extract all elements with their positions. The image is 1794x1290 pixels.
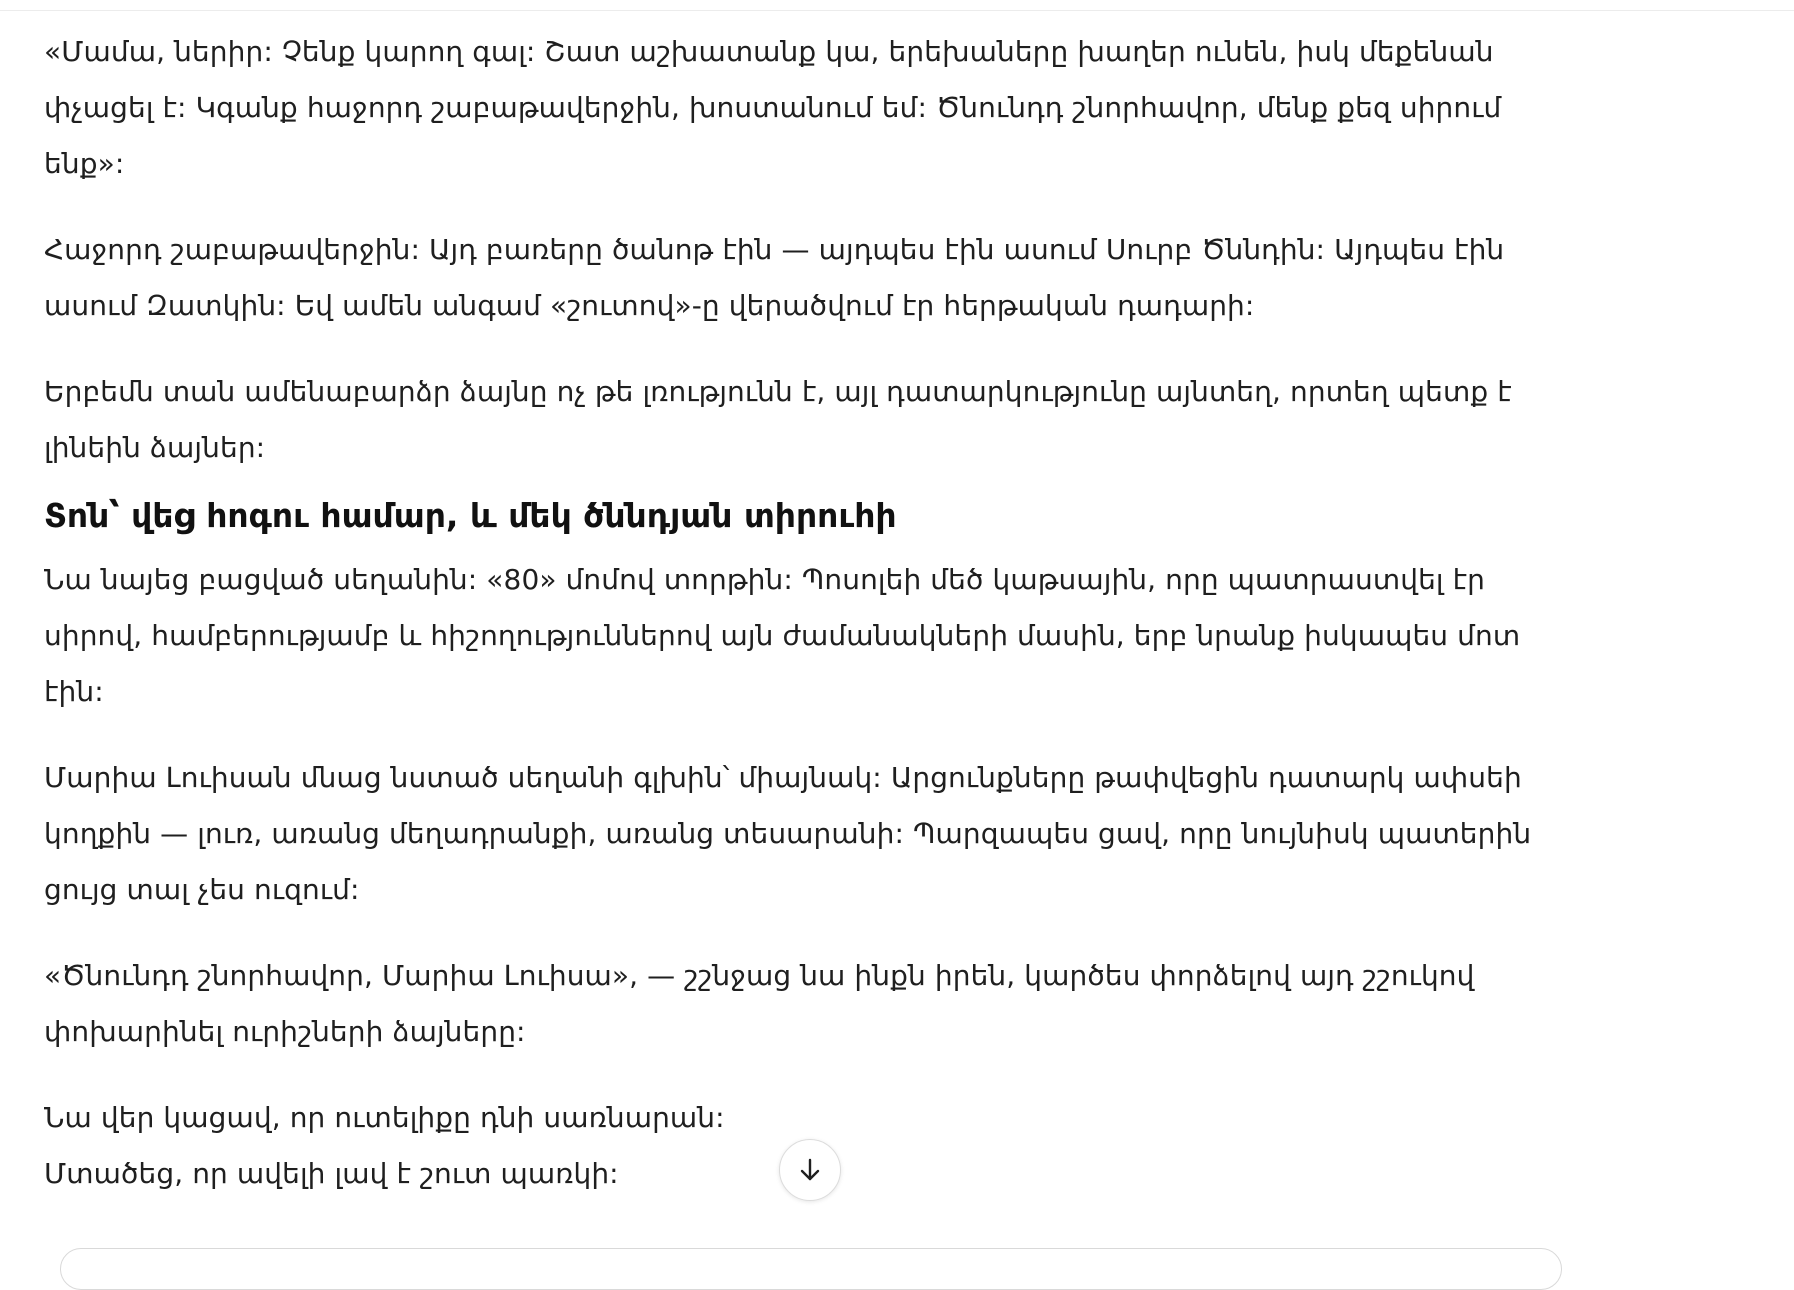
message-paragraph: Մարիա Լուիսան մնաց նստած սեղանի գլխին՝ միայնակ: Արցունքները թափվեցին դատարկ ափսեի կողքին — լուռ, առանց մեղադրանքի, առանց տեսարանի: Պարզապես ցավ, որը նույնիսկ պատերին ցույց տալ չես ուզում: [44,761,1532,906]
message-line: Նա վեր կացավ, որ ուտելիքը դնի սառնարան: [44,1101,725,1134]
message-paragraph: Երբեմն տան ամենաբարձր ձայնը ոչ թե լռությունն է, այլ դատարկությունը այնտեղ, որտեղ պետք է լինեին ձայներ: [44,375,1512,464]
section-heading: Տոն՝ վեց հոգու համար, և մեկ ծննդյան տիրուհի [44,496,897,535]
top-divider [0,10,1794,11]
arrow-down-icon [795,1155,825,1185]
message-paragraph: Նա նայեց բացված սեղանին: «80» մոմով տորթին: Պոսոլեի մեծ կաթսային, որը պատրաստվել էր սիրով, համբերությամբ և հիշողություններով այն ժամանակների մասին, երբ նրանք իսկապես մոտ էին: [44,563,1521,708]
message-paragraph: «Ծնունդդ շնորհավոր, Մարիա Լուիսա», — շշնջաց նա ինքն իրեն, կարծես փորձելով այդ շշուկով փոխարինել ուրիշների ձայները: [44,959,1475,1048]
message-paragraph: «Մամա, ներիր: Չենք կարող գալ: Շատ աշխատանք կա, երեխաները խաղեր ունեն, իսկ մեքենան փչացել է: Կգանք հաջորդ շաբաթավերջին, խոստանում եմ: Ծնունդդ շնորհավոր, մենք քեզ սիրում ենք»: [44,35,1502,180]
message-composer[interactable] [60,1248,1562,1290]
scroll-to-bottom-button[interactable] [779,1139,841,1201]
message-line: Մտածեց, որ ավելի լավ է շուտ պառկի: [44,1157,619,1190]
assistant-message [44,24,1564,1202]
message-paragraph: Հաջորդ շաբաթավերջին: Այդ բառերը ծանոթ էին — այդպես էին ասում Սուրբ Ծննդին: Այդպես էին ասում Զատկին: Եվ ամեն անգամ «շուտով»-ը վերածվում էր հերթական դադարի: [44,233,1505,322]
